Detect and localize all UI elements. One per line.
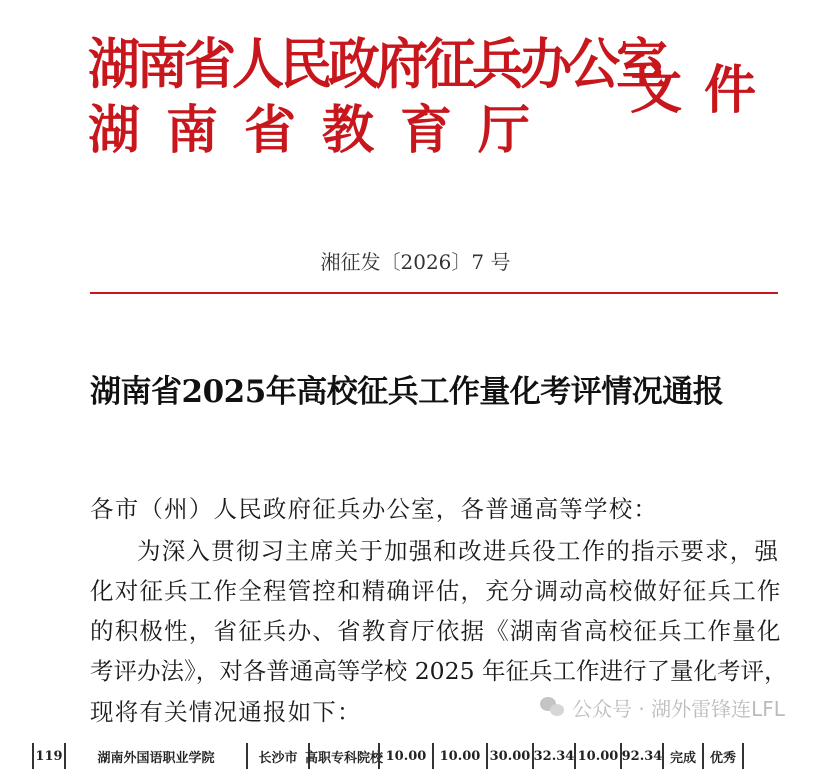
table-cell: 119	[32, 743, 64, 769]
watermark	[540, 693, 785, 722]
table-cell: 优秀	[702, 743, 744, 769]
document-number: 湘征发〔2026〕7 号	[320, 250, 511, 274]
table-cell: 湖南外国语职业学院	[64, 743, 246, 769]
doc-type-label: 文件	[630, 60, 779, 121]
body-line: 为深入贯彻习主席关于加强和改进兵役工作的指示要求，强	[137, 537, 780, 565]
table-cell: 10.00	[432, 743, 486, 769]
table-cell: 10.00	[378, 743, 432, 769]
table-cell: 30.00	[486, 743, 532, 769]
salutation: 各市（州）人民政府征兵办公室，各普通高等学校：	[90, 495, 659, 523]
body-line: 化对征兵工作全程管控和精确评估，充分调动高校做好征兵工作	[90, 577, 782, 605]
issuer-line-1: 湖南省人民政府征兵办公室	[88, 32, 665, 97]
red-divider	[90, 292, 778, 294]
body-line: 现将有关情况通报如下：	[90, 698, 362, 726]
body-line: 考评办法》，对各普通高等学校 2025 年征兵工作进行了量化考评，	[90, 657, 788, 685]
table-cell: 10.00	[574, 743, 620, 769]
table-cell: 长沙市	[246, 743, 308, 769]
table-row	[32, 743, 744, 769]
document-title: 湖南省2025年高校征兵工作量化考评情况通报	[90, 374, 724, 410]
table-cell: 92.34	[620, 743, 662, 769]
wechat-icon	[540, 697, 566, 719]
table-cell: 完成	[662, 743, 702, 769]
issuer-line-2: 湖南省教育厅	[88, 100, 557, 161]
watermark-text: 公众号 · 湖外雷锋连LFL	[572, 697, 785, 721]
body-line: 的积极性，省征兵办、省教育厅依据《湖南省高校征兵工作量化	[90, 617, 782, 645]
table-cell: 高职专科院校	[308, 743, 378, 769]
table-cell: 32.34	[532, 743, 574, 769]
